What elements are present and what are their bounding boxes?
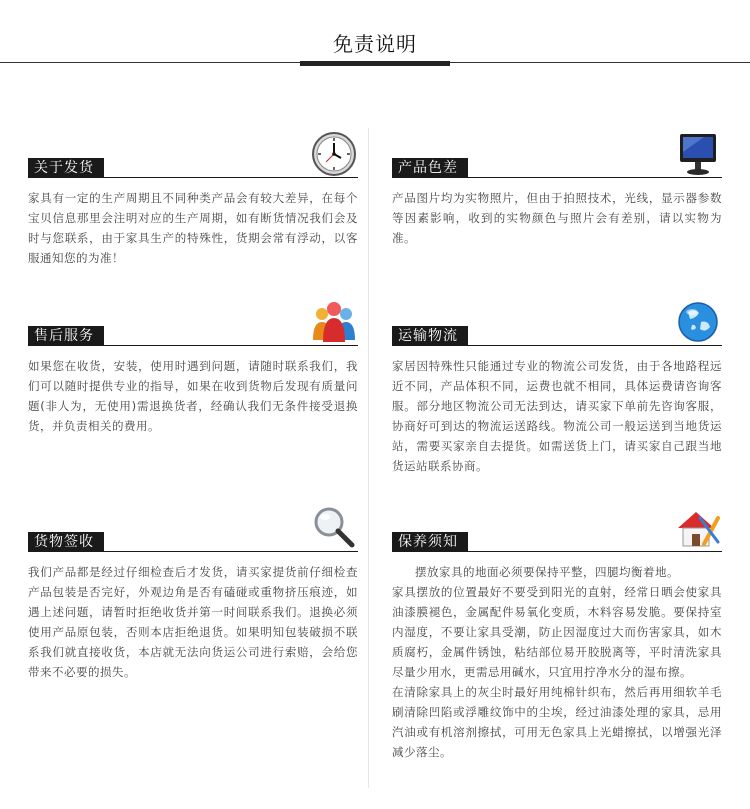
care-paragraph: 在清除家具上的灰尘时最好用纯棉针织布，然后再用细软羊毛刷清除凹陷或浮雕纹饰中的尘埃，经过油漆处理的家具，忌用汽油或有机溶剂擦拭，可用无色家具上光蜡擦拭，以增强光泽减少落尘。 xyxy=(392,685,722,759)
section-header xyxy=(28,130,358,178)
section-receipt xyxy=(28,504,358,682)
section-header xyxy=(28,298,358,346)
magnifier-icon xyxy=(310,504,358,552)
page-header xyxy=(0,0,750,70)
section-header xyxy=(392,298,722,346)
section-aftersales xyxy=(28,298,358,436)
care-paragraph: 家具摆放的位置最好不要受到阳光的直射，经常日晒会使家具油漆膜褪色，金属配件易氧化变质，木料容易发脆。要保持室内湿度，不要让家具受潮，防止因湿度过大而伤害家具，如木质腐朽，金属件锈蚀，粘结部位易开胶脱离等，平时清洗家具尽量少用水，更需忌用碱水，只宜用拧净水分的湿布擦。 xyxy=(392,585,722,679)
section-care xyxy=(392,504,722,762)
house-tools-icon xyxy=(674,504,722,552)
section-header xyxy=(392,504,722,552)
section-text: 如果您在收货，安装，使用时遇到问题，请随时联系我们，我们可以随时提供专业的指导，如果在收到货物后发现有质量问题(非人为，无使用)需退换货者，经确认我们无条件接受退换货，并负责相关的费用。 xyxy=(28,359,358,433)
section-text: 我们产品都是经过仔细检查后才发货，请买家提货前仔细检查产品包装是否完好，外观边角是否有磕碰或重物挤压痕迹，如遇上述问题，请暂时拒绝收货并第一时间联系我们。退换必须使用产品原包装，否则本店拒绝退货。如果明知包装破损不联系我们就直接收货，本店就无法向货运公司进行索赔，会给您带来不必要的损失。 xyxy=(28,565,358,679)
header-rule-accent xyxy=(300,61,450,66)
section-label: 关于发货 xyxy=(28,158,104,178)
section-text: 家居因特殊性只能通过专业的物流公司发货，由于各地路程远近不同，产品体积不同，运费也就不相同，具体运费请咨询客服。部分地区物流公司无法到达，请买家下单前先咨询客服，协商好可到达的物流运送路线。物流公司一般运送到当地货运站，需要买家亲自去提货。如需送货上门，请买家自己跟当地货运站联系协商。 xyxy=(392,359,722,473)
section-text: 家具有一定的生产周期且不同种类产品会有较大差异，在每个宝贝信息那里会注明对应的生产周期，如有断货情况我们会及时与您联系，由于家具生产的特殊性，货期会常有浮动，以客服通知您的为准！ xyxy=(28,191,358,265)
section-header xyxy=(392,130,722,178)
section-text xyxy=(392,562,722,762)
care-paragraph: 摆放家具的地面必须要保持平整，四腿均衡着地。 xyxy=(415,565,679,579)
page-title: 免责说明 xyxy=(333,32,417,56)
section-header xyxy=(28,504,358,552)
section-label: 运输物流 xyxy=(392,326,468,346)
section-logistics xyxy=(392,298,722,476)
column-divider xyxy=(368,128,369,788)
people-icon xyxy=(310,298,358,346)
globe-icon xyxy=(674,298,722,346)
section-color xyxy=(392,130,722,248)
monitor-icon xyxy=(674,130,722,178)
section-shipping xyxy=(28,130,358,268)
section-label: 产品色差 xyxy=(392,158,468,178)
section-label: 保养须知 xyxy=(392,532,468,552)
section-text: 产品图片均为实物照片，但由于拍照技术，光线，显示器参数等因素影响，收到的实物颜色与照片会有差别，请以实物为准。 xyxy=(392,191,722,245)
section-label: 货物签收 xyxy=(28,532,104,552)
section-label: 售后服务 xyxy=(28,326,104,346)
clock-icon xyxy=(310,130,358,178)
